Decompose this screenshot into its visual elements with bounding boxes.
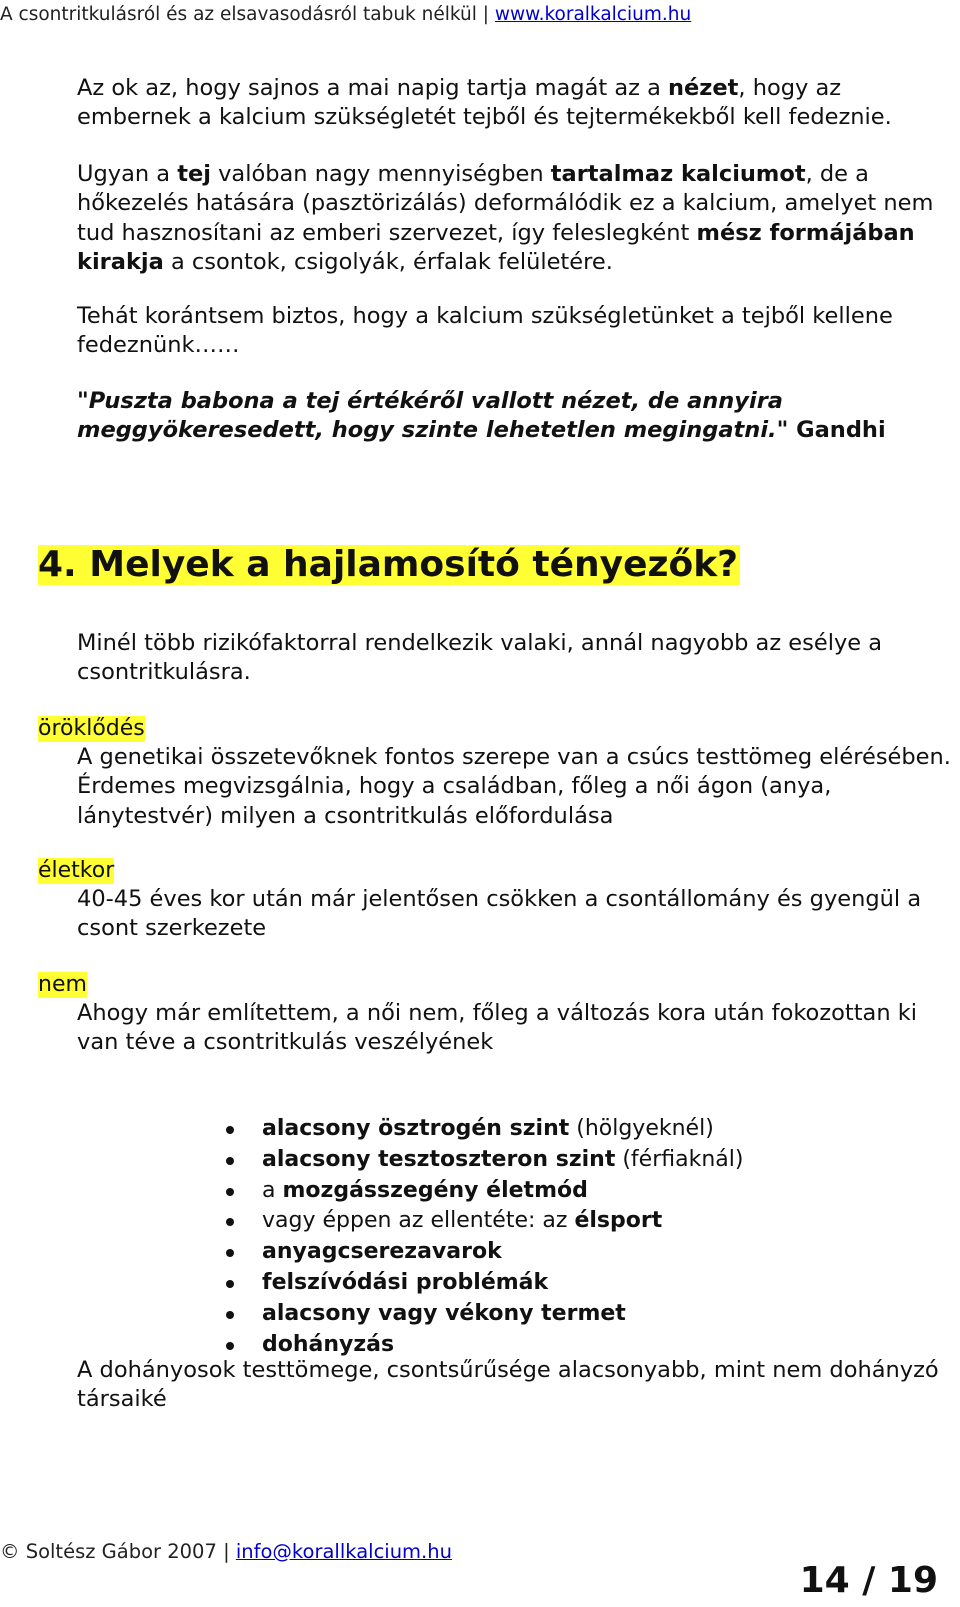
- paragraph-conclusion: Tehát korántsem biztos, hogy a kalcium szükségletünket a tejből kellene fedeznünk……: [77, 303, 893, 359]
- item-bold: felszívódási problémák: [262, 1269, 549, 1295]
- list-item: [220, 1268, 743, 1299]
- text-sex: Ahogy már említettem, a női nem, főleg a változás kora után fokozottan ki van téve a csontritkulás veszélyének: [77, 1000, 918, 1056]
- gandhi-quote: [77, 387, 957, 446]
- label-sex: nem: [38, 972, 87, 997]
- quote-text: "Puszta babona a tej értékéről vallott nézet, de annyira meggyökeresedett, hogy szinte lehetetlen megingatni.": [77, 388, 789, 444]
- item-suffix: (férfiaknál): [615, 1146, 744, 1172]
- header-website-link[interactable]: www.koralkalcium.hu: [494, 4, 692, 25]
- footer-copyright: © Soltész Gábor 2007: [0, 1540, 217, 1563]
- item-bold: mozgásszegény életmód: [282, 1177, 588, 1203]
- footer-email-link[interactable]: info@korallkalcium.hu: [235, 1540, 452, 1563]
- text-age: 40-45 éves kor után már jelentősen csökken a csontállomány és gyengül a csont szerkezete: [77, 886, 922, 942]
- footer-separator: |: [216, 1540, 236, 1563]
- item-bold: dohányzás: [262, 1331, 395, 1357]
- item-bold: alacsony tesztoszteron szint: [262, 1146, 616, 1172]
- text-heredity: A genetikai összetevőknek fontos szerepe van a csúcs testtömeg elérésében. Érdemes megvizsgálnia, hogy a családban, főleg a női ágon (anya, lánytestvér) milyen a csontritkulás előfordulása: [77, 744, 951, 829]
- item-bold: anyagcserezavarok: [262, 1239, 502, 1265]
- page-footer: [0, 1540, 452, 1563]
- bold-text: tej: [177, 161, 211, 187]
- paragraph-milk-calcium: [77, 160, 957, 277]
- item-bold: alacsony vagy vékony termet: [262, 1300, 626, 1326]
- bold-text: tartalmaz kalciumot: [550, 161, 806, 187]
- header-title: A csontritkulásról és az elsavasodásról tabuk nélkül: [0, 4, 477, 25]
- section-heading: 4. Melyek a hajlamosító tényezők?: [38, 544, 739, 585]
- text-run: , hogy az embernek a kalcium szükségletét tejből és tejtermékekből kell fedeznie.: [77, 75, 892, 131]
- page-number: 14 / 19: [799, 1560, 938, 1601]
- paragraph-milk-belief: [77, 74, 957, 133]
- section-intro: Minél több rizikófaktorral rendelkezik valaki, annál nagyobb az esélye a csontritkulásra.: [77, 630, 883, 686]
- text-run: Az ok az, hogy sajnos a mai napig tartja magát az a: [77, 75, 669, 101]
- item-bold: alacsony ösztrogén szint: [262, 1116, 570, 1141]
- list-item: [220, 1299, 743, 1330]
- text-run: Ugyan a: [77, 161, 178, 187]
- header-separator: |: [476, 4, 495, 25]
- quote-author: Gandhi: [788, 417, 886, 444]
- page-header: [0, 4, 691, 25]
- list-item: [220, 1206, 743, 1237]
- label-age: életkor: [38, 858, 115, 883]
- list-item: [220, 1176, 743, 1207]
- bold-text: nézet: [668, 75, 739, 101]
- text-run: , de a hőkezelés hatására (pasztörizálás) deformálódik ez a kalcium, amelyet nem tud hasznosítani az emberi szervezet, így feleslegként: [77, 161, 934, 246]
- label-heredity: öröklődés: [38, 716, 145, 741]
- list-item: [220, 1114, 743, 1145]
- list-item: [220, 1237, 743, 1268]
- list-item: [220, 1145, 743, 1176]
- item-bold: élsport: [574, 1208, 663, 1234]
- closing-paragraph: A dohányosok testtömege, csontsűrűsége alacsonyabb, mint nem dohányzó társaiké: [77, 1357, 939, 1413]
- bold-text: mész formájában kirakja: [77, 219, 915, 275]
- text-run: valóban nagy mennyiségben: [210, 161, 551, 187]
- text-run: a csontok, csigolyák, érfalak felületére.: [163, 248, 613, 275]
- item-prefix: vagy éppen az ellentéte: az: [262, 1208, 575, 1234]
- item-prefix: a: [262, 1177, 283, 1203]
- item-suffix: (hölgyeknél): [569, 1116, 714, 1141]
- risk-factor-list: [220, 1114, 743, 1360]
